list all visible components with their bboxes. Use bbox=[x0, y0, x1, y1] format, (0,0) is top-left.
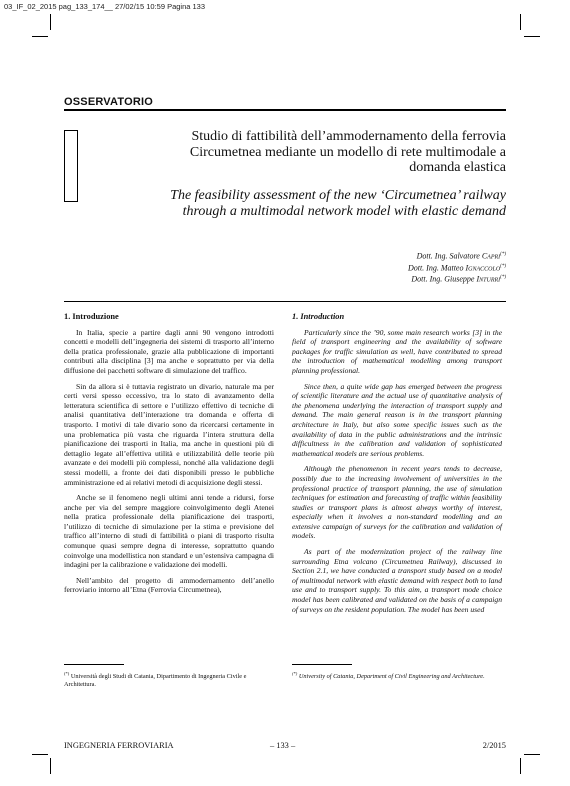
crop-mark bbox=[50, 758, 51, 774]
author-surname: Ignaccolo bbox=[465, 263, 501, 273]
author-name: Dott. Ing. Matteo bbox=[407, 263, 466, 273]
decorative-frame bbox=[64, 130, 78, 202]
footer-journal: INGEGNERIA FERROVIARIA bbox=[64, 741, 174, 750]
footnote-text: Università degli Studi di Catania, Dipartimento di Ingegneria Civile e Architettura. bbox=[64, 673, 247, 689]
author-mark: (*) bbox=[500, 263, 506, 269]
heading-introduzione: 1. Introduzione bbox=[64, 312, 119, 321]
footnote-english bbox=[292, 670, 502, 681]
paragraph: As part of the modernization project of the railway line surrounding Etna volcano (Circumetnea Railway), discussed in Section 2.1, we have conducted a transport study based on a model of multimodal network with elastic demand with respect both to land use and to transport supply. To this aim, a transport mode choice model has been calibrated and validated on the basis of a campaign of surveys on the resident population. The model has been used bbox=[292, 547, 502, 614]
paragraph: Since then, a quite wide gap has emerged between the progress of scientific literature and the actual use of quantitative analysis of the phenomena underlying the interaction of transport supply and demand. The main general reason is in the transport planning architecture in Italy, but also some specific issues such as the availability of data in the public administrations and the intrinsic difficultness in the calibration and validation of sophisticated mathematical models are serious problems. bbox=[292, 381, 502, 458]
paragraph: Nell’ambito del progetto di ammodernamento dell’anello ferroviario intorno all’Etna (Ferrovia Circumetnea), bbox=[64, 575, 274, 595]
author-mark: (*) bbox=[500, 275, 506, 281]
footnote-mark: (*) bbox=[292, 671, 298, 676]
paragraph: In Italia, specie a partire dagli anni 90 vengono introdotti concetti e modelli dell’ingegneria dei sistemi di trasporto all’interno della pratica professionale, grazie alla pubblicazione di importanti contributi alla disciplina [3] ma anche e soprattutto per via della diffusione dei pacchetti software di simulazione del traffico. bbox=[64, 327, 274, 375]
heading-introduction: 1. Introduction bbox=[292, 312, 345, 321]
title-rule bbox=[64, 301, 506, 302]
paragraph: Anche se il fenomeno negli ultimi anni tende a ridursi, forse anche per via del sempre maggiore coinvolgimento degli Atenei nella pratica professionale della pianificazione dei trasporti, l’utilizzo di tecniche di simulazione per la stima e previsione del traffico all’interno di studi di fattibilità o piani di trasporto risulta comunque quasi sempre degna di interesse, soprattutto quando coinvolge una modellistica non standard e un’estensiva campagna di indagini per la calibrazione e validazione dei modelli. bbox=[64, 493, 274, 570]
crop-mark bbox=[520, 14, 521, 30]
author-surname: Capri bbox=[481, 251, 501, 261]
footnote-rule bbox=[292, 664, 352, 665]
author-line bbox=[408, 250, 506, 262]
header-rule bbox=[64, 109, 506, 111]
footer-page-number: – 133 – bbox=[270, 741, 296, 750]
title-italian: Studio di fattibilità dell’ammodernamento della ferrovia Circumetnea mediante un modello di rete multimodale a domanda elastica bbox=[189, 129, 506, 175]
crop-mark bbox=[50, 14, 51, 30]
column-italian bbox=[64, 312, 274, 601]
crop-mark bbox=[524, 754, 540, 755]
section-label: OSSERVATORIO bbox=[64, 96, 153, 108]
footnote-mark: (*) bbox=[64, 671, 70, 676]
author-line bbox=[408, 262, 506, 274]
paragraph: Particularly since the ’90, some main research works [3] in the field of transport engineering and the availability of software packages for traffic simulation as well, have contributed to spread the introduction of mathematical modelling among transport planning professional. bbox=[292, 327, 502, 375]
crop-mark bbox=[524, 36, 540, 37]
authors bbox=[408, 250, 506, 285]
crop-mark bbox=[32, 754, 48, 755]
column-english bbox=[292, 312, 502, 620]
print-slug: 03_IF_02_2015 pag_133_174__ 27/02/15 10:59 Pagina 133 bbox=[4, 2, 206, 11]
footnote-text: University of Catania, Department of Civil Engineering and Architecture. bbox=[297, 673, 485, 681]
author-mark: (*) bbox=[500, 252, 506, 257]
paragraph: Sin da allora si è tuttavia registrato un divario, naturale ma per certi versi spesso eccessivo, tra lo stato di avanzamento della letteratura scientifica di settore e l’utilizzo effettivo di tecniche di analisi quantitativa dell’interazione tra domanda e offerta di trasporto. I motivi di tale divario sono da ricercarsi certamente in una problematica più vasta che riguarda l’intera struttura della pianificazione dei trasporti in Italia, ma anche in questioni più di dettaglio legate all’effettiva utilità e utilizzabilità delle teorie più avanzate e dei modelli più complessi, nonché alla validazione degli stessi modelli, a fronte dei dati disponibili presso le pubbliche amministrazione ed ai relativi metodi di acquisizione degli stessi. bbox=[64, 381, 274, 487]
paragraph: Although the phenomenon in recent years tends to decrease, possibly due to the increasing involvement of universities in the professional practice of transport planning, the use of simulation techniques for estimation and forecasting of traffic within feasibility studies or transport plans is almost always worthy of interest, especially when it involves a non-standard modelling and an extensive campaign of surveys for the calibration and validation of models. bbox=[292, 464, 502, 541]
title-english: The feasibility assessment of the new ‘Circumetnea’ railway through a multimodal network model with elastic demand bbox=[170, 188, 506, 219]
footer-issue: 2/2015 bbox=[482, 741, 506, 750]
crop-mark bbox=[520, 758, 521, 774]
crop-mark bbox=[32, 36, 48, 37]
footnote-rule bbox=[64, 664, 124, 665]
author-name: Dott. Ing. Salvatore bbox=[416, 251, 482, 261]
footnote-italian bbox=[64, 670, 274, 689]
author-line bbox=[408, 273, 506, 285]
author-name: Dott. Ing. Giuseppe bbox=[411, 274, 477, 284]
author-surname: Inturri bbox=[476, 274, 501, 284]
